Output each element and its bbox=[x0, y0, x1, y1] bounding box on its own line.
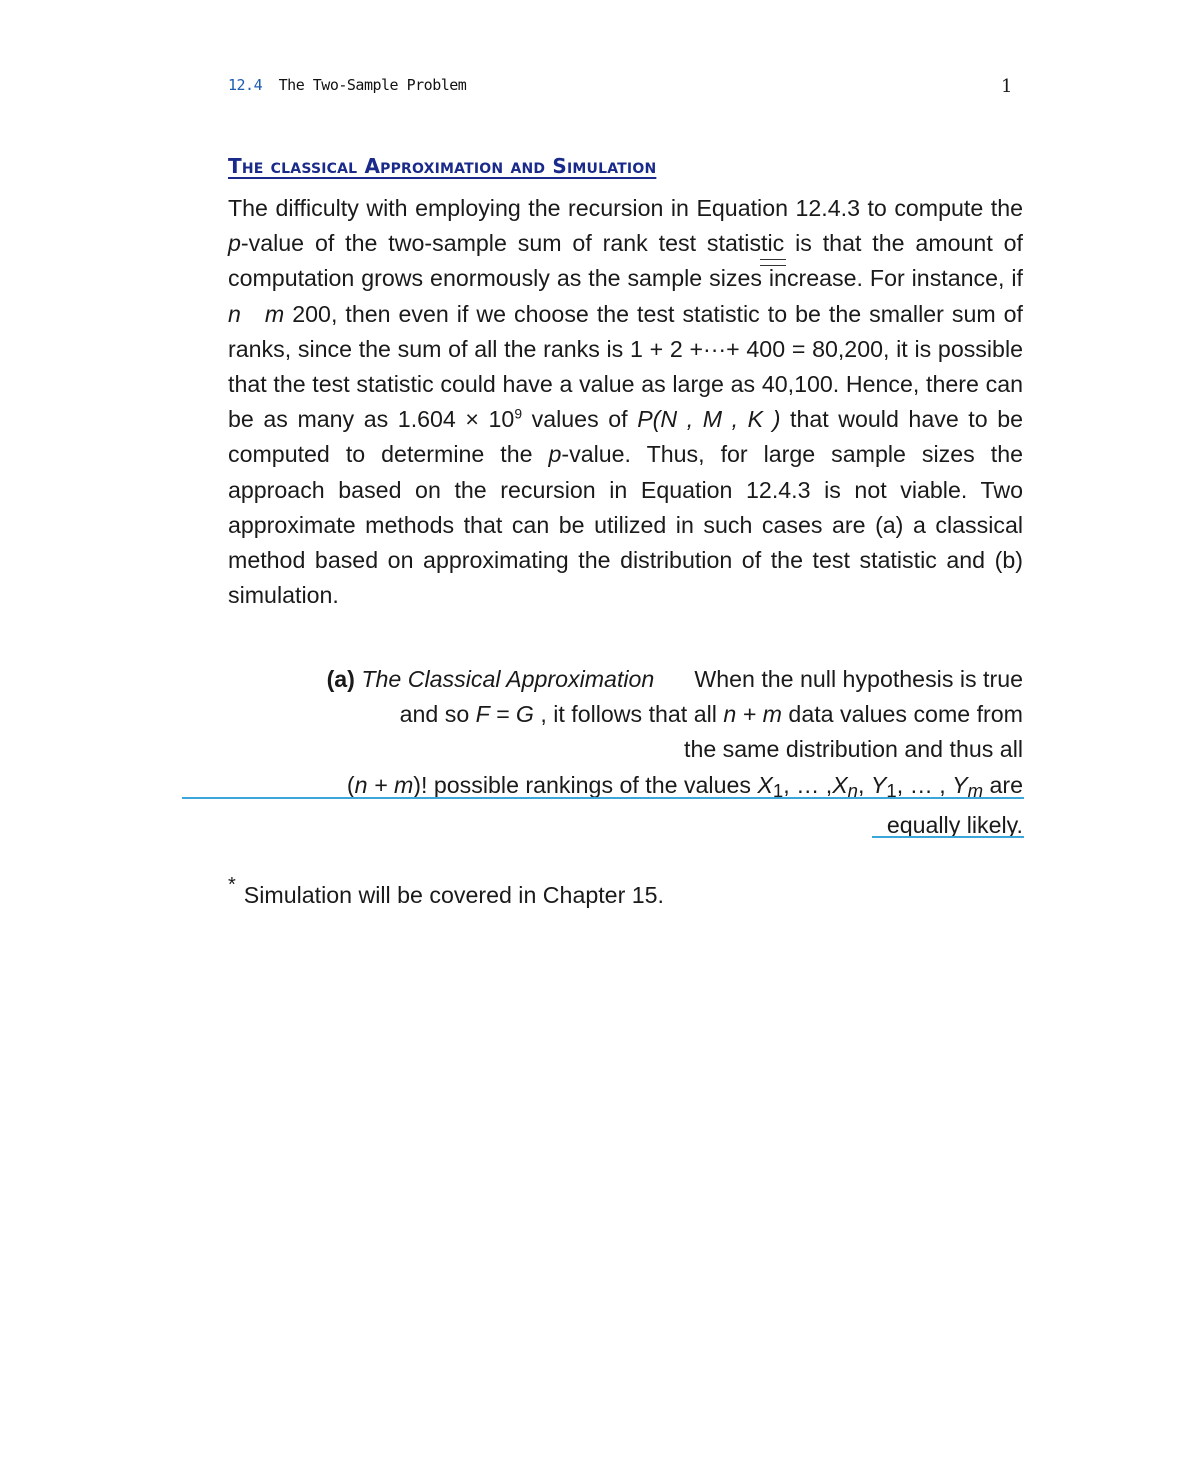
section-heading: The classical Approximation and Simulation bbox=[228, 154, 657, 178]
p-symbol-2: p bbox=[548, 441, 562, 468]
subsection-paragraph bbox=[228, 662, 1023, 843]
n-plus-m-2: n + m bbox=[354, 771, 414, 798]
ellipsis-2: , … , bbox=[896, 771, 946, 798]
subsection-text-2c: data values come from bbox=[781, 701, 1023, 728]
y-subscript-m: m bbox=[967, 779, 984, 801]
subsection-text-1: When the null hypothesis is true bbox=[694, 666, 1023, 692]
pnmk-expression: P(N , M , K ) bbox=[637, 406, 781, 433]
y-variable: Y bbox=[870, 771, 887, 798]
footnote bbox=[228, 868, 664, 913]
subsection-title: The Classical Approximation bbox=[361, 666, 655, 692]
n-plus-m: n + m bbox=[723, 701, 782, 728]
x-variable: X bbox=[757, 771, 773, 798]
exponent: 9 bbox=[514, 405, 523, 422]
p-symbol: p bbox=[228, 230, 241, 257]
page-number: 1 bbox=[1001, 76, 1012, 97]
subsection-text-2a: and so bbox=[399, 701, 476, 728]
body-text-5: that would have to be computed to determine the bbox=[228, 406, 1024, 468]
x-subscript-n: n bbox=[847, 779, 858, 801]
body-text-1: The difficulty with employing the recursion in Equation 12.4.3 to compute the bbox=[228, 195, 1023, 221]
f-equals-g: F = G bbox=[475, 701, 534, 728]
subsection-text-4a: )! possible rankings of the values bbox=[413, 771, 758, 798]
footnote-text: Simulation will be covered in Chapter 15. bbox=[243, 882, 664, 908]
y-subscript-1: 1 bbox=[886, 779, 897, 801]
x-subscript-1: 1 bbox=[772, 779, 784, 801]
subsection-line-1 bbox=[228, 662, 1023, 697]
body-paragraph bbox=[228, 191, 1023, 613]
running-header bbox=[228, 76, 1018, 100]
blue-underline-1 bbox=[182, 797, 1024, 799]
subsection-line-3: the same distribution and thus all bbox=[684, 736, 1023, 763]
subsection-label: (a) bbox=[326, 666, 355, 692]
n-symbol: n bbox=[228, 300, 241, 327]
body-text-6: -value. Thus, for large sample sizes the approach based on the recursion in Equation 12.4.3 is not viable. Two approximate methods that can be utilized in such cases are (a) a classical method based on approximating the distribution of the test statistic and (b) simulation. bbox=[228, 441, 1023, 609]
subsection-text-4b: are bbox=[983, 771, 1023, 798]
blue-underline-2 bbox=[872, 836, 1024, 838]
body-text-4: values of bbox=[522, 406, 638, 433]
body-text-3: 200, then even if we choose the test statistic to be the smaller sum of ranks, since the sum of all the ranks is 1 + 2 +···+ 400 = 80,200, it is possible that the test statistic could have a value as large as 40,100. Hence, there can be as many as 1.604 × 10 bbox=[228, 300, 1023, 433]
x-variable-n: X bbox=[832, 771, 848, 798]
footnote-mark: * bbox=[228, 874, 236, 896]
subsection-line-2 bbox=[228, 697, 1023, 732]
subsection-line-4 bbox=[228, 768, 1023, 808]
section-number: 12.4 bbox=[228, 76, 263, 94]
m-symbol: m bbox=[264, 300, 285, 327]
paren-open: ( bbox=[346, 771, 355, 798]
body-text-2: -value of the two-sample sum of rank test statistic is that the amount of computation grows enormously as the sample sizes increase. For instance, if bbox=[228, 230, 1023, 292]
comma: , bbox=[857, 771, 865, 798]
ellipsis-1: , … , bbox=[783, 771, 833, 798]
section-title: The Two-Sample Problem bbox=[278, 76, 467, 94]
subsection-text-2b: , it follows that all bbox=[533, 701, 724, 728]
y-variable-m: Y bbox=[952, 771, 968, 798]
subsection-line-5: equally likely. bbox=[886, 811, 1023, 838]
